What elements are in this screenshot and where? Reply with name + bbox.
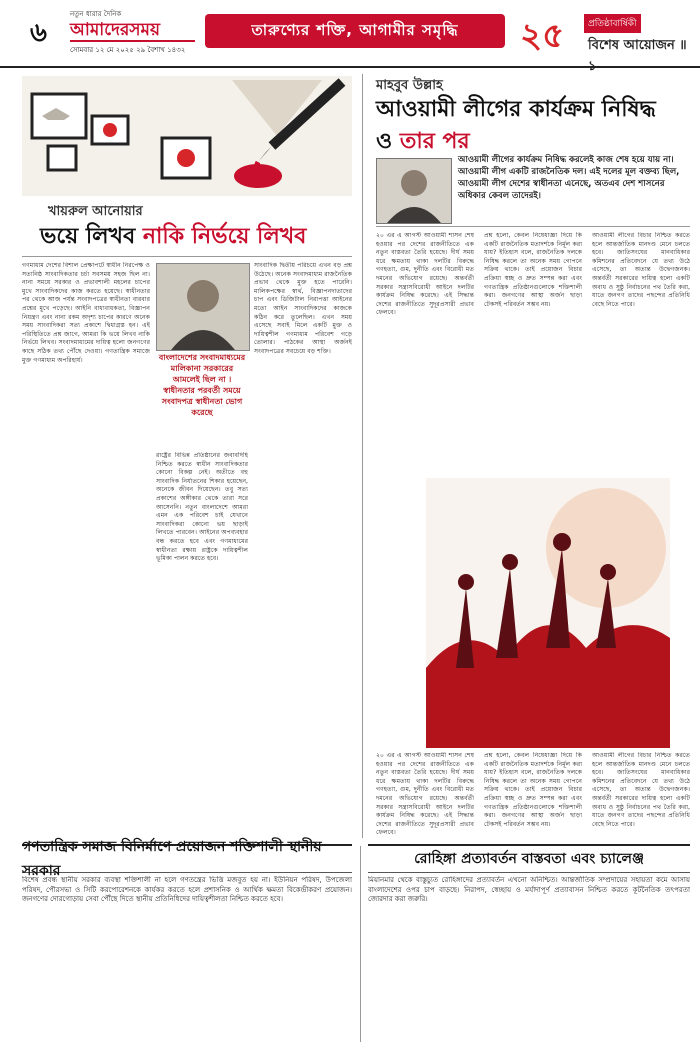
right-intro-divider [376, 226, 690, 227]
page-number: ৬ [30, 18, 47, 48]
right-article-headline [376, 94, 686, 158]
right-article-illustration [426, 478, 670, 748]
right-article-intro: আওয়ামী লীগের কার্যক্রম নিষিদ্ধ করলেই কাজ শেষ হয়ে যায় না। আওয়ামী লীগ একটি রাজনৈতিক দল। এই দলের মূল বক্তব্য ছিল, আওয়ামী লীগ দেশের স্বাধীনতা এনেছে, অতএব দেশ শাসনের অধিকার কেবল তাদেরই। [458, 155, 680, 201]
slogan-banner [205, 14, 505, 48]
column-divider [362, 74, 363, 838]
right-article-column-2-continued: প্রশ্ন হলো, কেবল নিষেধাজ্ঞা দিয়ে কি একটি রাজনৈতিক মতাদর্শকে নির্মূল করা যায়? ইতিহাস বলে, রাজনৈতিক দলকে নিষিদ্ধ করলে তা অনেক সময় গোপনে সক্রিয় থাকে। তাই প্রয়োজন বিচার প্রক্রিয়া স্বচ্ছ ও দ্রুত সম্পন্ন করা এবং গণতান্ত্রিক প্রতিষ্ঠানগুলোকে শক্তিশালী করা। জনগণের আস্থা অর্জন ছাড়া টেকসই পরিবর্তন সম্ভব নয়। [484, 752, 582, 828]
anniversary-badge: প্রতিষ্ঠাবার্ষিকী [584, 14, 641, 33]
anniversary-subtitle: বিশেষ আয়োজন ॥১ [588, 38, 687, 74]
author-photo-icon [377, 159, 451, 223]
bottom-left-article-body: বিশেষ প্রবন্ধ স্থানীয় সরকার ব্যবস্থা শক্তিশালী না হলে গণতন্ত্রের ভিত্তি মজবুত হয় না। ইউনিয়ন পরিষদ, উপজেলা পরিষদ, পৌরসভা ও সিটি করপোরেশনকে কার্যকর করতে হলে প্রশাসনিক ও আর্থিক ক্ষমতা বিকেন্দ্রীকরণ প্রয়োজন। জনগণের দোরগোড়ায় সেবা পৌঁছে দিতে স্থানীয় প্রতিনিধিদের দায়িত্বশীলতা নিশ্চিত করতে হবে। [22, 876, 352, 903]
right-article-column-1: ২০ এর এ আগস্ট আওয়ামী শাসন শেষ হওয়ার পর দেশের রাজনীতিতে এক নতুন বাস্তবতা তৈরি হয়েছে। দীর্ঘ সময় ধরে ক্ষমতায় থাকা দলটির বিরুদ্ধে গণহত্যা, গুম, দুর্নীতি এবং বিরোধী মত দমনের অভিযোগ রয়েছে। অন্তর্বর্তী সরকার সন্ত্রাসবিরোধী আইনে দলটির কার্যক্রম নিষিদ্ধ করেছে। এই সিদ্ধান্ত দেশের রাজনীতিতে সুদূরপ্রসারী প্রভাব ফেলবে। [376, 232, 474, 317]
left-article-headline [40, 222, 340, 252]
pen-and-flags-illustration [22, 76, 352, 196]
slogan-text: তারুণ্যের শক্তি, আগামীর সমৃদ্ধি [251, 20, 459, 39]
right-article-column-3-continued: আওয়ামী লীগের বিচার নিশ্চিত করতে হলে আন্তর্জাতিক মানদণ্ড মেনে চলতে হবে। জাতিসংঘের মানবাধিকার কমিশনের প্রতিবেদনে যে তথ্য উঠে এসেছে, তা অত্যন্ত উদ্বেগজনক। অন্তর্বর্তী সরকারের দায়িত্ব হলো একটি অবাধ ও সুষ্ঠু নির্বাচনের পথ তৈরি করা, যাতে জনগণ তাদের পছন্দের প্রতিনিধি বেছে নিতে পারে। [592, 752, 690, 828]
bottom-left-headline [22, 839, 352, 879]
headline-line-1: আওয়ামী লীগের কার্যক্রম নিষিদ্ধ [376, 97, 656, 122]
left-article-author: খায়রুল আনোয়ার [48, 204, 143, 219]
left-article-column-2: রাষ্ট্রের বিভিন্ন প্রতিষ্ঠানের জবাবদিহি নিশ্চিত করতে স্বাধীন সাংবাদিকতার কোনো বিকল্প নেই। অতীতে বহু সাংবাদিক নির্যাতনের শিকার হয়েছেন, অনেকে জীবন দিয়েছেন। তবু সত্য প্রকাশের অঙ্গীকার থেকে তারা সরে আসেননি। নতুন বাংলাদেশে আমরা এমন এক পরিবেশ চাই যেখানে সাংবাদিকরা কোনো ভয় ছাড়াই লিখতে পারবেন। আইনের অপব্যবহার বন্ধ করতে হবে এবং গণমাধ্যমের স্বাধীনতা রক্ষায় রাষ্ট্রকে দায়িত্বশীল ভূমিকা পালন করতে হবে। [156, 452, 248, 563]
headline-part-2: নাকি নির্ভয়ে লিখব [142, 224, 307, 249]
page-header [0, 0, 700, 74]
issue-date: সোমবার ১২ মে ২০২৫ ২৯ বৈশাখ ১৪৩২ [70, 46, 186, 54]
bottom-divider [360, 846, 361, 1042]
headline-connector: ও [376, 129, 393, 154]
headline-part-1: ভয়ে লিখব [40, 224, 136, 249]
left-author-portrait [156, 263, 250, 351]
right-article-column-3: আওয়ামী লীগের বিচার নিশ্চিত করতে হলে আন্তর্জাতিক মানদণ্ড মেনে চলতে হবে। জাতিসংঘের মানবাধিকার কমিশনের প্রতিবেদনে যে তথ্য উঠে এসেছে, তা অত্যন্ত উদ্বেগজনক। অন্তর্বর্তী সরকারের দায়িত্ব হলো একটি অবাধ ও সুষ্ঠু নির্বাচনের পথ তৈরি করা, যাতে জনগণ তাদের পছন্দের প্রতিনিধি বেছে নিতে পারে। [592, 232, 690, 308]
bottom-right-headline-text: রোহিঙ্গা প্রত্যাবর্তন বাস্তবতা এবং চ্যালেঞ্জ [414, 851, 644, 867]
right-article-column-1-continued: ২০ এর এ আগস্ট আওয়ামী শাসন শেষ হওয়ার পর দেশের রাজনীতিতে এক নতুন বাস্তবতা তৈরি হয়েছে। দীর্ঘ সময় ধরে ক্ষমতায় থাকা দলটির বিরুদ্ধে গণহত্যা, গুম, দুর্নীতি এবং বিরোধী মত দমনের অভিযোগ রয়েছে। অন্তর্বর্তী সরকার সন্ত্রাসবিরোধী আইনে দলটির কার্যক্রম নিষিদ্ধ করেছে। এই সিদ্ধান্ত দেশের রাজনীতিতে সুদূরপ্রসারী প্রভাব ফেলবে। [376, 752, 474, 836]
author-photo-icon [157, 264, 249, 350]
right-article-column-2: প্রশ্ন হলো, কেবল নিষেধাজ্ঞা দিয়ে কি একটি রাজনৈতিক মতাদর্শকে নির্মূল করা যায়? ইতিহাস বলে, রাজনৈতিক দলকে নিষিদ্ধ করলে তা অনেক সময় গোপনে সক্রিয় থাকে। তাই প্রয়োজন বিচার প্রক্রিয়া স্বচ্ছ ও দ্রুত সম্পন্ন করা এবং গণতান্ত্রিক প্রতিষ্ঠানগুলোকে শক্তিশালী করা। জনগণের আস্থা অর্জন ছাড়া টেকসই পরিবর্তন সম্ভব নয়। [484, 232, 582, 308]
headline-accent: তার পর [399, 129, 470, 154]
bottom-left-headline-text: গণতান্ত্রিক সমাজ বিনির্মাণে প্রয়োজন শক্তিশালী স্থানীয় সরকার [22, 839, 322, 879]
anniversary-logo [520, 8, 690, 74]
logo-name: আমাদেরসময় [70, 20, 195, 42]
right-article-author: মাহবুব উল্লাহ [376, 78, 443, 93]
left-article-illustration [22, 76, 352, 196]
bottom-right-headline [368, 844, 690, 873]
newspaper-logo [70, 8, 195, 56]
left-headline-divider [22, 256, 352, 257]
left-article-column-3: সাংবাদিক দ্বিতীয় পরিচয়ে এখন বড় প্রশ্ন উঠেছে। অনেক সংবাদমাধ্যম রাজনৈতিক প্রভাব থেকে মুক্ত হতে পারেনি। মালিকপক্ষের স্বার্থ, বিজ্ঞাপনদাতাদের চাপ এবং ডিজিটাল নিরাপত্তা আইনের মতো আইন সাংবাদিকদের কাজকে কঠিন করে তুলেছিল। এখন সময় এসেছে সবাই মিলে একটি মুক্ত ও দায়িত্বশীল গণমাধ্যম পরিবেশ গড়ে তোলার। পাঠকের আস্থা অর্জনই সংবাদপত্রের সবচেয়ে বড় শক্তি। [254, 262, 352, 355]
crowd-protest-illustration [426, 478, 670, 748]
left-article-column-1: গণমাধ্যম দেশের বিশাল প্রেক্ষাপটে স্বাধীন নিরপেক্ষ ও সত্যনিষ্ঠ সাংবাদিকতার চর্চা সবসময় সহজ ছিল না। নানা সময়ে সরকার ও প্রভাবশালী মহলের চাপের মুখে সাংবাদিকদের কাজ করতে হয়েছে। স্বাধীনতার পর থেকে আজ পর্যন্ত সংবাদপত্রের স্বাধীনতা বারবার প্রশ্নের মুখে পড়েছে। আইনি বাধ্যবাধকতা, বিজ্ঞাপন নিয়ন্ত্রণ এবং নানা রকম অদৃশ্য চাপের কারণে অনেক সময় সাংবাদিকরা সত্য প্রকাশে দ্বিধাগ্রস্ত হন। এই পরিস্থিতিতে প্রশ্ন জাগে, আমরা কি ভয়ে লিখব নাকি নির্ভয়ে লিখব। সংবাদমাধ্যমের দায়িত্ব হলো জনগণের কাছে সঠিক তথ্য পৌঁছে দেওয়া। গণতান্ত্রিক সমাজে মুক্ত গণমাধ্যম অপরিহার্য। [22, 262, 150, 364]
right-author-portrait [376, 158, 452, 224]
bottom-right-article-body: মিয়ানমার থেকে বাস্তুচ্যুত রোহিঙ্গাদের প্রত্যাবর্তন এখনো অনিশ্চিত। আন্তর্জাতিক সম্প্রদায়ের সহায়তা কমে আসায় বাংলাদেশের ওপর চাপ বাড়ছে। নিরাপদ, স্বেচ্ছায় ও মর্যাদাপূর্ণ প্রত্যাবাসন নিশ্চিত করতে কূটনৈতিক তৎপরতা জোরদার করা জরুরি। [368, 876, 690, 903]
left-pull-quote: বাংলাদেশের সংবাদমাধ্যমের মালিকানা সরকারের আমলেই ছিল না । স্বাধীনতার পরবর্তী সময়ে সংবাদপত্র স্বাধীনতা ভোগ করেছে [158, 353, 246, 417]
anniversary-number: ২৫ [520, 16, 565, 56]
logo-tagline: নতুন ধারার দৈনিক [70, 10, 122, 18]
